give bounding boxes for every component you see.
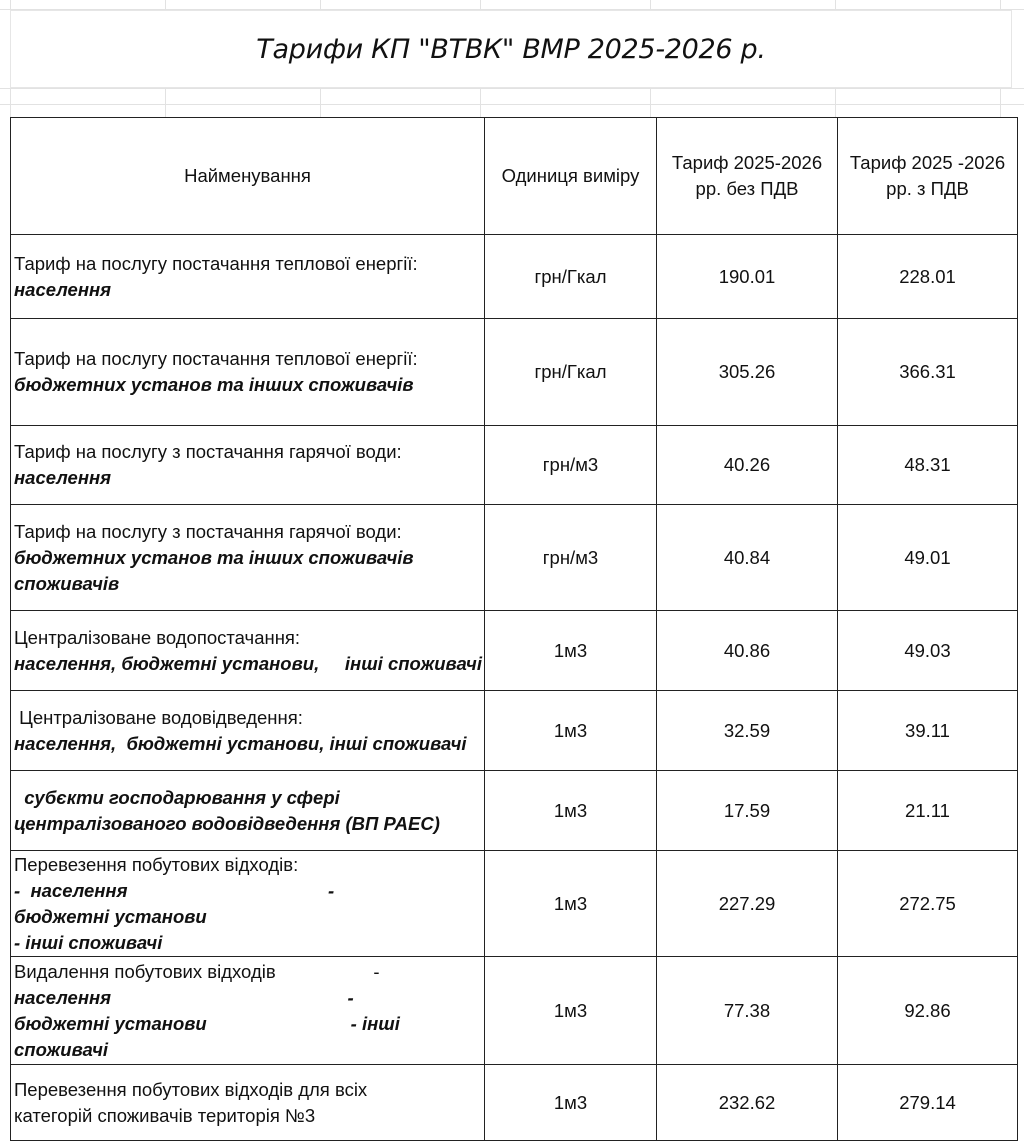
row-tariff-no-vat: 17.59 xyxy=(657,771,838,851)
row-tariff-vat: 48.31 xyxy=(838,426,1018,505)
row-consumer: бюджетних установ та інших споживачів xyxy=(14,546,414,568)
row-unit: 1м3 xyxy=(485,691,657,771)
row-label: Перевезення побутових відходів: xyxy=(14,853,299,875)
row-tariff-no-vat: 227.29 xyxy=(657,851,838,957)
row-unit: 1м3 xyxy=(485,611,657,691)
row-label: Видалення побутових відходів - xyxy=(14,960,380,982)
table-row xyxy=(11,851,1018,957)
table-row xyxy=(11,426,1018,505)
row-tariff-vat: 92.86 xyxy=(838,957,1018,1065)
row-consumer: населення, бюджетні установи, інші споживачі xyxy=(14,732,467,754)
row-tariff-no-vat: 305.26 xyxy=(657,319,838,426)
row-label-cont: категорій споживачів територія №3 xyxy=(14,1104,316,1126)
row-unit: 1м3 xyxy=(485,957,657,1065)
row-unit: 1м3 xyxy=(485,771,657,851)
row-tariff-no-vat: 40.26 xyxy=(657,426,838,505)
row-tariff-vat: 279.14 xyxy=(838,1065,1018,1141)
row-consumer-cont: бюджетні установи xyxy=(14,905,207,927)
row-label: Тариф на послугу з постачання гарячої води: xyxy=(14,520,402,542)
row-consumer: населення, бюджетні установи, інші споживачі xyxy=(14,652,482,674)
row-consumer-cont: бюджетні установи - інші xyxy=(14,1012,400,1034)
row-tariff-vat: 49.03 xyxy=(838,611,1018,691)
row-label: Тариф на послугу постачання теплової енергії: xyxy=(14,252,418,274)
header-row xyxy=(11,118,1018,235)
row-unit: грн/Гкал xyxy=(485,235,657,319)
row-tariff-vat: 272.75 xyxy=(838,851,1018,957)
row-tariff-no-vat: 32.59 xyxy=(657,691,838,771)
table-row xyxy=(11,771,1018,851)
row-tariff-vat: 366.31 xyxy=(838,319,1018,426)
row-label: Тариф на послугу постачання теплової енергії: xyxy=(14,348,418,369)
row-unit: грн/м3 xyxy=(485,505,657,611)
row-consumer-cont: централізованого водовідведення (ВП РАЕС) xyxy=(14,812,440,834)
page-title: Тарифи КП "ВТВК" ВМР 2025-2026 р. xyxy=(256,33,766,65)
table-row xyxy=(11,957,1018,1065)
row-tariff-no-vat: 190.01 xyxy=(657,235,838,319)
row-unit: грн/Гкал xyxy=(485,319,657,426)
row-consumer-cont: споживачі xyxy=(14,1038,109,1060)
table-row xyxy=(11,1065,1018,1141)
row-consumer: населення - xyxy=(14,986,354,1008)
header-name: Найменування xyxy=(11,118,485,235)
row-label: Централізоване водопостачання: xyxy=(14,626,301,648)
row-tariff-no-vat: 40.86 xyxy=(657,611,838,691)
header-tariff-vat: Тариф 2025 -2026 рр. з ПДВ xyxy=(838,118,1018,235)
table-row xyxy=(11,319,1018,426)
row-label: Перевезення побутових відходів для всіх xyxy=(14,1078,368,1100)
row-consumer: населення xyxy=(14,278,112,300)
row-tariff-vat: 21.11 xyxy=(838,771,1018,851)
table-row xyxy=(11,611,1018,691)
tariffs-table xyxy=(10,117,1018,1141)
row-tariff-no-vat: 40.84 xyxy=(657,505,838,611)
row-tariff-vat: 39.11 xyxy=(838,691,1018,771)
row-consumer-cont: - інші споживачі xyxy=(14,931,163,953)
row-tariff-no-vat: 232.62 xyxy=(657,1065,838,1141)
row-unit: грн/м3 xyxy=(485,426,657,505)
row-consumer: - населення - xyxy=(14,879,335,901)
title-banner xyxy=(10,10,1012,88)
header-tariff-no-vat: Тариф 2025-2026 рр. без ПДВ xyxy=(657,118,838,235)
row-label: Централізоване водовідведення: xyxy=(14,706,303,728)
row-tariff-no-vat: 77.38 xyxy=(657,957,838,1065)
table-row xyxy=(11,235,1018,319)
row-tariff-vat: 49.01 xyxy=(838,505,1018,611)
header-unit: Одиниця виміру xyxy=(485,118,657,235)
row-unit: 1м3 xyxy=(485,1065,657,1141)
row-consumer: населення xyxy=(14,467,112,488)
row-unit: 1м3 xyxy=(485,851,657,957)
table-row xyxy=(11,691,1018,771)
row-label: Тариф на послугу з постачання гарячої води: xyxy=(14,441,402,462)
row-consumer-cont: споживачів xyxy=(14,572,120,594)
row-consumer: субєкти господарювання у сфері xyxy=(14,786,340,808)
table-row xyxy=(11,505,1018,611)
row-tariff-vat: 228.01 xyxy=(838,235,1018,319)
row-consumer: бюджетних установ та інших споживачів xyxy=(14,374,414,395)
